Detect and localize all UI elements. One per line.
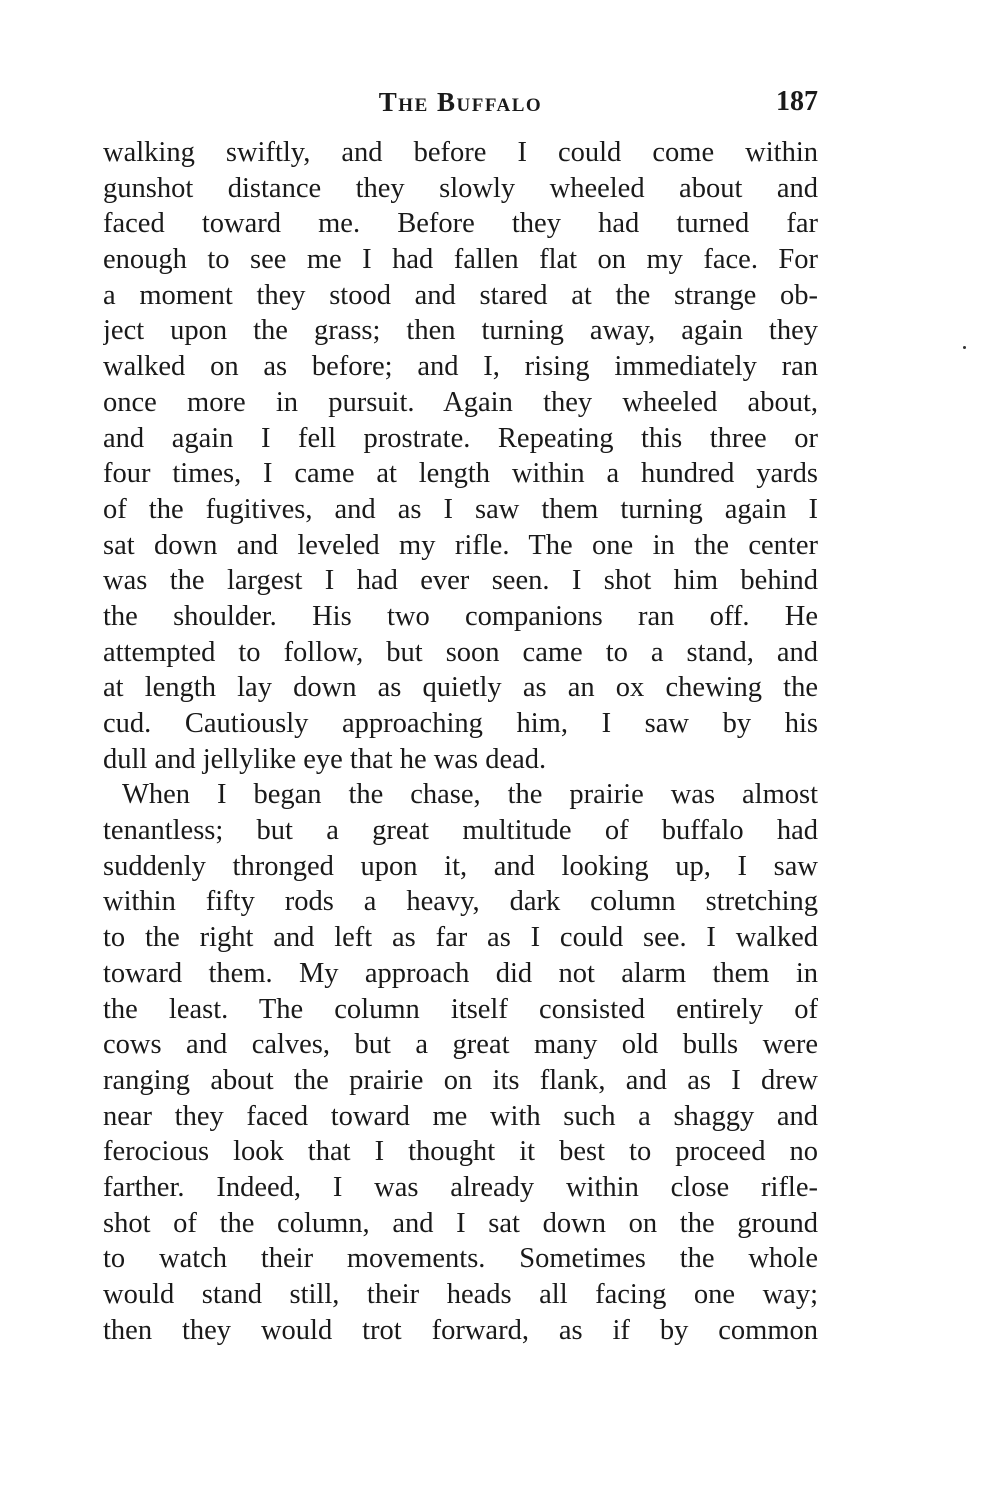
- text-line: would stand still, their heads all facing one way;: [103, 1279, 818, 1310]
- text-line: ranging about the prairie on its flank, and as I drew: [103, 1064, 818, 1096]
- text-line: cows and calves, but a great many old bulls were: [103, 1029, 818, 1061]
- page-number: 187: [776, 86, 818, 117]
- text-line: When I began the chase, the prairie was almost: [122, 779, 818, 811]
- text-line: at length lay down as quietly as an ox chewing the: [103, 672, 818, 704]
- text-line: walking swiftly, and before I could come within: [103, 137, 818, 168]
- text-line: walked on as before; and I, rising immediately ran: [103, 351, 818, 383]
- text-line: farther. Indeed, I was already within close rifle-: [103, 1171, 818, 1203]
- text-line: attempted to follow, but soon came to a stand, and: [103, 636, 818, 668]
- text-line: of the fugitives, and as I saw them turning again I: [103, 493, 818, 525]
- running-head: The Buffalo: [378, 87, 543, 117]
- text-line: within fifty rods a heavy, dark column stretching: [103, 886, 818, 918]
- body-text: [103, 135, 818, 1348]
- text-line: a moment they stood and stared at the strange ob-: [103, 279, 818, 311]
- text-line: the shoulder. His two companions ran off. He: [103, 600, 818, 632]
- text-line: enough to see me I had fallen flat on my face. For: [103, 244, 818, 276]
- text-line: suddenly thronged upon it, and looking up, I saw: [103, 850, 818, 882]
- text-line: tenantless; but a great multitude of buffalo had: [103, 815, 818, 847]
- text-line: toward them. My approach did not alarm them in: [103, 957, 818, 989]
- text-line: the least. The column itself consisted entirely of: [103, 993, 818, 1025]
- text-line: four times, I came at length within a hundred yards: [103, 458, 818, 490]
- text-line: ferocious look that I thought it best to proceed no: [103, 1136, 818, 1168]
- paragraph-2: [103, 777, 818, 1348]
- text-line: cud. Cautiously approaching him, I saw by his: [103, 708, 818, 739]
- text-line: to watch their movements. Sometimes the whole: [103, 1243, 818, 1275]
- text-line: sat down and leveled my rifle. The one in the center: [103, 529, 818, 561]
- text-line: and again I fell prostrate. Repeating this three or: [103, 422, 818, 454]
- text-line: once more in pursuit. Again they wheeled about,: [103, 386, 818, 418]
- text-line: shot of the column, and I sat down on the ground: [103, 1207, 818, 1239]
- text-line: ject upon the grass; then turning away, again they: [103, 315, 818, 347]
- page-header: [103, 84, 818, 120]
- text-line: gunshot distance they slowly wheeled about and: [103, 172, 818, 204]
- paragraph-1: [103, 135, 818, 777]
- text-line: near they faced toward me with such a shaggy and: [103, 1100, 818, 1132]
- text-line: dull and jellylike eye that he was dead.: [103, 743, 547, 775]
- text-line: to the right and left as far as I could see. I walked: [103, 922, 818, 954]
- text-line: then they would trot forward, as if by common: [103, 1314, 818, 1346]
- text-line: was the largest I had ever seen. I shot him behind: [103, 565, 818, 597]
- scan-speck: [963, 346, 966, 349]
- text-line: faced toward me. Before they had turned far: [103, 208, 818, 240]
